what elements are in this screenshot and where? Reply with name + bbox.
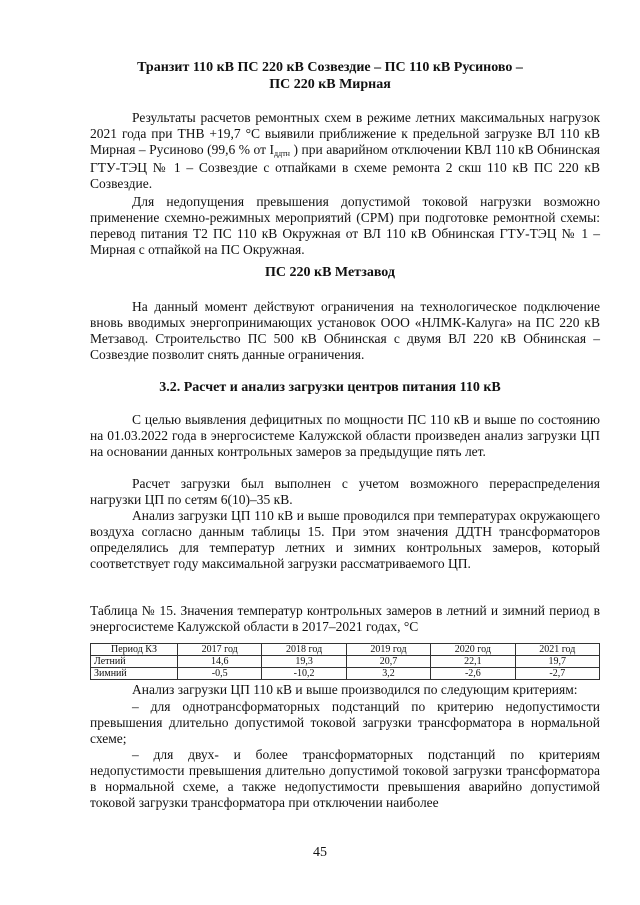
table-cell: 3,2 [346,668,430,680]
table-header-cell: 2020 год [431,644,515,656]
table-cell: 19,3 [262,656,346,668]
paragraph-results-b: ) при аварийном отключении КВЛ 110 кВ Обнинская ГТУ-ТЭЦ № 1 – Созвездие с отпайками в схеме ремонта 2 скш 110 кВ ПС 220 кВ Созвездие. [90,142,600,191]
table-cell: -2,6 [431,668,515,680]
table-header-cell: 2017 год [178,644,262,656]
section-title-metzavod: ПС 220 кВ Метзавод [265,265,395,280]
current-subscript: ддтн [274,149,290,158]
table-cell: 22,1 [431,656,515,668]
criteria-item-1: – для однотрансформаторных подстанций по критерию недопустимости превышения длительно допустимой токовой загрузки трансформатора в нормальной схеме; [90,699,600,746]
table-cell: 20,7 [346,656,430,668]
table-header-cell: 2018 год [262,644,346,656]
paragraph-calc: Расчет загрузки был выполнен с учетом возможного перераспределения нагрузки ЦП по сетям 6(10)–35 кВ. [90,476,600,507]
paragraph-results [90,110,600,192]
table-cell: -10,2 [262,668,346,680]
table-header-row [91,644,600,656]
table-cell: -0,5 [178,668,262,680]
paragraph-srm: Для недопущения превышения допустимой токовой нагрузки возможно применение схемно-режимных мероприятий (СРМ) при подготовке ремонтной схемы: перевод питания Т2 ПС 110 кВ Окружная от ВЛ 110 кВ Обнинская ГТУ-ТЭЦ № 1 – Мирная с отпайкой на ПС Окружная. [90,194,600,257]
table-header-cell: 2019 год [346,644,430,656]
section-title-3-2: 3.2. Расчет и анализ загрузки центров питания 110 кВ [159,380,501,395]
section-title-line1: Транзит 110 кВ ПС 220 кВ Созвездие – ПС 110 кВ Русиново – [137,60,523,75]
paragraph-analysis: Анализ загрузки ЦП 110 кВ и выше проводился при температурах окружающего воздуха согласно данным таблицы 15. При этом значения ДДТН трансформаторов определялись для температур летних и зимних контрольных замеров, который соответствует году максимальной загрузки рассматриваемого ЦП. [90,508,600,571]
criteria-intro: Анализ загрузки ЦП 110 кВ и выше производился по следующим критериям: [132,682,578,697]
table-caption: Таблица № 15. Значения температур контрольных замеров в летний и зимний период в энергосистеме Калужской области в 2017–2021 годах, °С [90,603,600,634]
paragraph-results-a: Результаты расчетов ремонтных схем в режиме летних максимальных нагрузок 2021 года при ТНВ +19,7 °С выявили приближение к предельной загрузке ВЛ 110 кВ Мирная – Русиново (99,6 % от I [90,110,600,157]
table-header-cell: 2021 год [515,644,599,656]
section-title-tranzit [95,59,565,93]
table-cell: 14,6 [178,656,262,668]
table-row [91,656,600,668]
table-cell: 19,7 [515,656,599,668]
table-row [91,668,600,680]
table-cell: -2,7 [515,668,599,680]
section-title-line2: ПС 220 кВ Мирная [269,77,391,92]
paragraph-metzavod: На данный момент действуют ограничения на технологическое подключение вновь вводимых энергопринимающих установок ООО «НЛМК-Калуга» на ПС 220 кВ Метзавод. Строительство ПС 500 кВ Обнинская с двумя ВЛ 220 кВ Обнинская – Созвездие позволит снять данные ограничения. [90,299,600,362]
table-cell: Летний [91,656,178,668]
page-number: 45 [313,845,327,860]
temperature-table [90,643,600,680]
table-cell: Зимний [91,668,178,680]
paragraph-purpose: С целью выявления дефицитных по мощности ПС 110 кВ и выше по состоянию на 01.03.2022 года в энергосистеме Калужской области произведен анализ загрузки ЦП на основании данных контрольных замеров за предыдущие пять лет. [90,412,600,459]
table-header-cell: Период КЗ [91,644,178,656]
criteria-item-2: – для двух- и более трансформаторных подстанций по критериям недопустимости превышения длительно допустимой токовой загрузки трансформатора в нормальной схеме, а также недопустимости превышения аварийно допустимой токовой загрузки трансформатора при отключении наиболее [90,747,600,810]
